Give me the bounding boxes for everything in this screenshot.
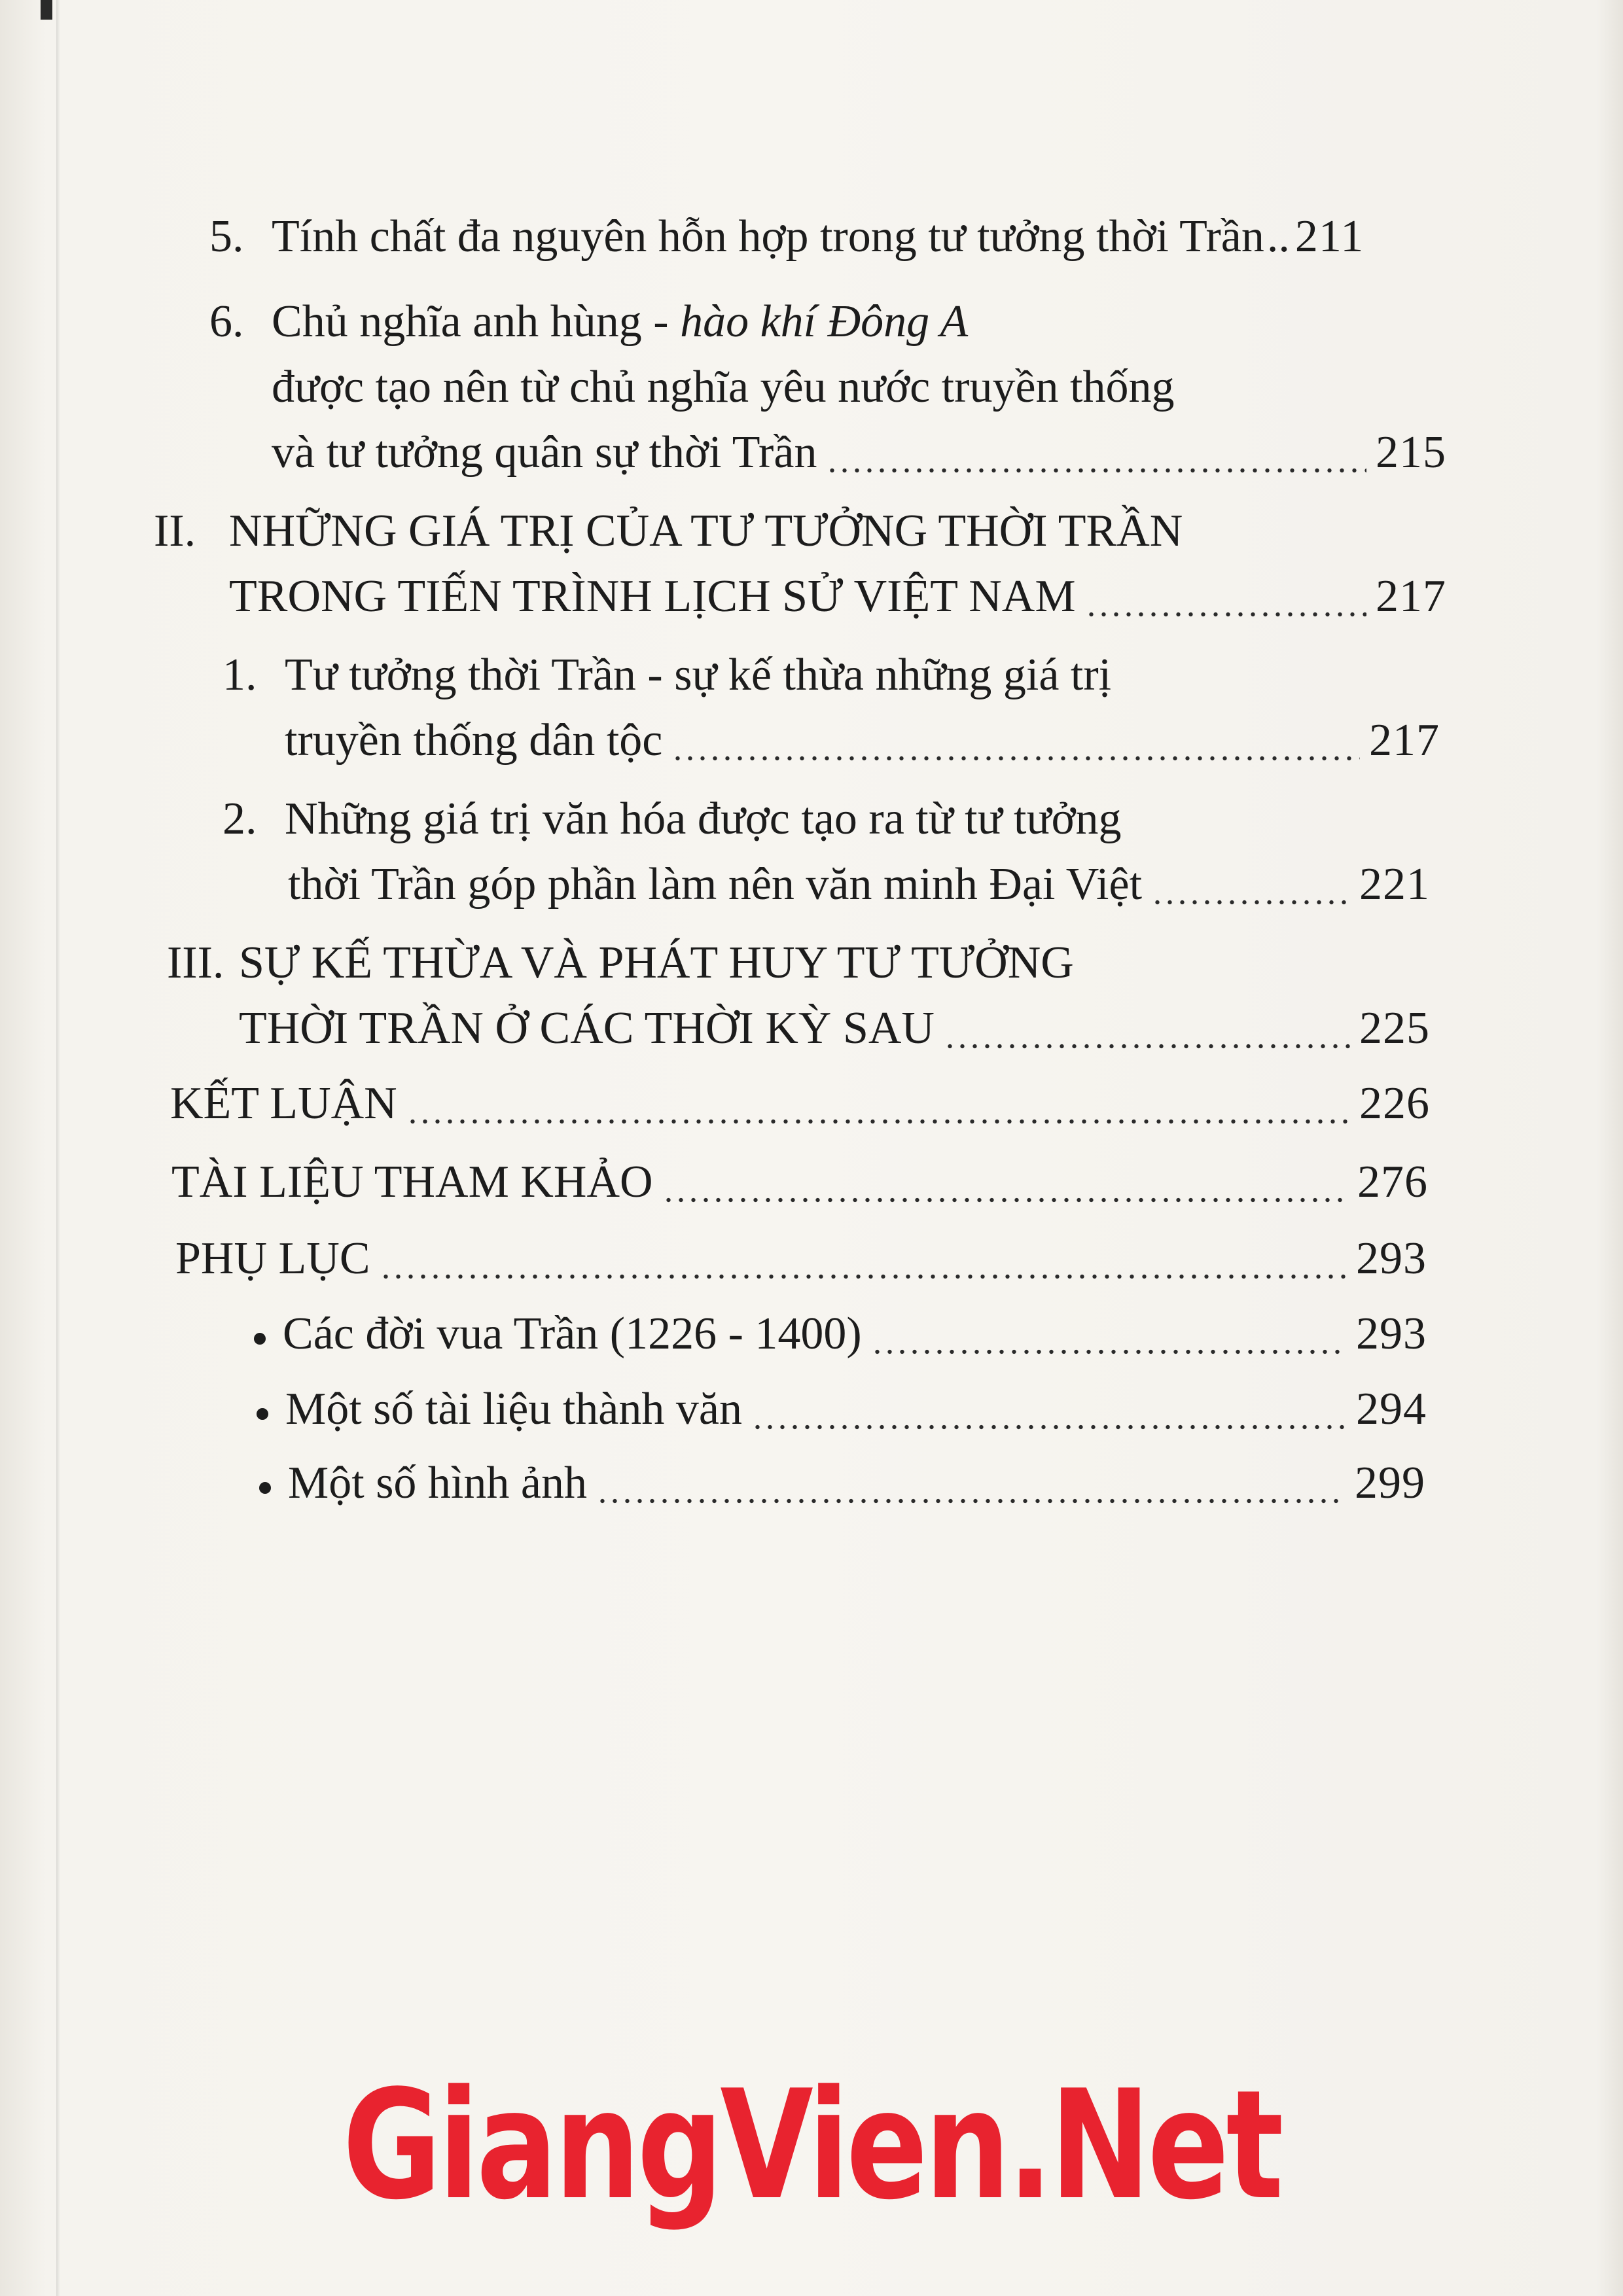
toc-appendix-item-cac-doi-vua-tran[interactable] bbox=[254, 1307, 1427, 1362]
watermark: GiangVien.Net bbox=[342, 2058, 1281, 2233]
toc-page-number: 226 bbox=[1359, 1078, 1430, 1129]
toc-page-number: 217 bbox=[1376, 571, 1446, 622]
bullet-icon bbox=[259, 1482, 271, 1494]
toc-appendix-item-tai-lieu-thanh-van[interactable] bbox=[257, 1382, 1427, 1437]
toc-entry-title-continued: và tư tưởng quân sự thời Trần bbox=[272, 427, 817, 478]
dot-leader bbox=[944, 1001, 1350, 1056]
toc-page-number: 215 bbox=[1376, 427, 1446, 478]
dot-leader bbox=[871, 1307, 1347, 1362]
toc-section-number: II. bbox=[154, 506, 196, 556]
toc-section-III-line-2[interactable] bbox=[239, 1001, 1430, 1056]
toc-entry-title-continued: thời Trần góp phần làm nên văn minh Đại Việt bbox=[288, 859, 1143, 910]
toc-page-number: 299 bbox=[1355, 1458, 1425, 1508]
toc-page-number: 293 bbox=[1356, 1309, 1427, 1359]
toc-tai-lieu-tham-khao[interactable] bbox=[171, 1155, 1428, 1210]
toc-page-number: 217 bbox=[1369, 715, 1440, 766]
toc-appendix-title: Một số tài liệu thành văn bbox=[285, 1384, 742, 1434]
toc-chapter-title: KẾT LUẬN bbox=[170, 1078, 397, 1129]
toc-entry-number: 2. bbox=[223, 794, 257, 844]
toc-entry-2-line-1[interactable] bbox=[223, 792, 1440, 847]
toc-section-title-continued: TRONG TIẾN TRÌNH LỊCH SỬ VIỆT NAM bbox=[229, 571, 1076, 622]
toc-chapter-title: TÀI LIỆU THAM KHẢO bbox=[171, 1157, 653, 1207]
toc-entry-title bbox=[272, 294, 968, 349]
toc-page-number: 211 bbox=[1294, 211, 1364, 262]
toc-section-number: III. bbox=[167, 938, 224, 988]
toc-page-number: 293 bbox=[1356, 1233, 1427, 1284]
toc-entry-number: 1. bbox=[223, 650, 257, 700]
dot-leader bbox=[406, 1076, 1350, 1131]
toc-section-title: NHỮNG GIÁ TRỊ CỦA TƯ TƯỞNG THỜI TRẦN bbox=[229, 506, 1183, 556]
toc-entry-6-line-3[interactable] bbox=[272, 425, 1446, 480]
toc-entry-1-line-2[interactable] bbox=[285, 713, 1440, 768]
toc-appendix-title: Một số hình ảnh bbox=[288, 1458, 587, 1508]
toc-section-II-line-2[interactable] bbox=[229, 569, 1446, 624]
toc-phu-luc[interactable] bbox=[175, 1231, 1427, 1286]
dot-leader bbox=[1085, 569, 1366, 624]
toc-page-number: 276 bbox=[1357, 1157, 1428, 1207]
toc-entry-title-italic: hào khí Đông A bbox=[680, 296, 969, 347]
toc-appendix-title: Các đời vua Trần (1226 - 1400) bbox=[283, 1309, 862, 1359]
dot-leader bbox=[596, 1456, 1346, 1511]
toc-entry-6-line-1[interactable] bbox=[209, 294, 1446, 349]
toc-entry-5[interactable] bbox=[209, 209, 1446, 264]
toc-section-title: SỰ KẾ THỪA VÀ PHÁT HUY TƯ TƯỞNG bbox=[239, 938, 1074, 988]
toc-entry-title: Những giá trị văn hóa được tạo ra từ tư tưởng bbox=[285, 794, 1122, 844]
bullet-icon bbox=[254, 1333, 266, 1345]
toc-short-leader: .. bbox=[1266, 211, 1290, 262]
toc-entry-number: 6. bbox=[209, 296, 244, 347]
toc-entry-title: Tính chất đa nguyên hỗn hợp trong tư tưởng thời Trần bbox=[272, 211, 1264, 262]
toc-entry-1-line-1[interactable] bbox=[223, 648, 1440, 703]
toc-section-title-continued: THỜI TRẦN Ở CÁC THỜI KỲ SAU bbox=[239, 1003, 935, 1053]
toc-page-number: 221 bbox=[1359, 859, 1430, 910]
toc-entry-number: 5. bbox=[209, 211, 244, 262]
toc-entry-title: Tư tưởng thời Trần - sự kế thừa những giá trị bbox=[285, 650, 1112, 700]
dot-leader bbox=[1151, 857, 1350, 912]
toc-entry-title-plain: Chủ nghĩa anh hùng - bbox=[272, 296, 681, 347]
toc-entry-title-continued: truyền thống dân tộc bbox=[285, 715, 663, 766]
toc-entry-2-line-2[interactable] bbox=[288, 857, 1430, 912]
toc-section-II-line-1[interactable] bbox=[154, 504, 1446, 559]
dot-leader bbox=[751, 1382, 1347, 1437]
toc-appendix-item-hinh-anh[interactable] bbox=[259, 1456, 1425, 1511]
toc-ket-luan[interactable] bbox=[170, 1076, 1430, 1131]
toc-page-number: 225 bbox=[1359, 1003, 1430, 1053]
toc-chapter-title: PHỤ LỤC bbox=[175, 1233, 370, 1284]
bullet-icon bbox=[257, 1408, 268, 1420]
toc-section-III-line-1[interactable] bbox=[167, 936, 1430, 991]
dot-leader bbox=[671, 713, 1360, 768]
toc-page-number: 294 bbox=[1356, 1384, 1427, 1434]
dot-leader bbox=[662, 1155, 1348, 1210]
dot-leader bbox=[380, 1231, 1347, 1286]
toc-entry-title-continued: được tạo nên từ chủ nghĩa yêu nước truyền thống bbox=[272, 362, 1175, 412]
dot-leader bbox=[826, 425, 1366, 480]
toc-entry-6-line-2 bbox=[272, 360, 1446, 415]
